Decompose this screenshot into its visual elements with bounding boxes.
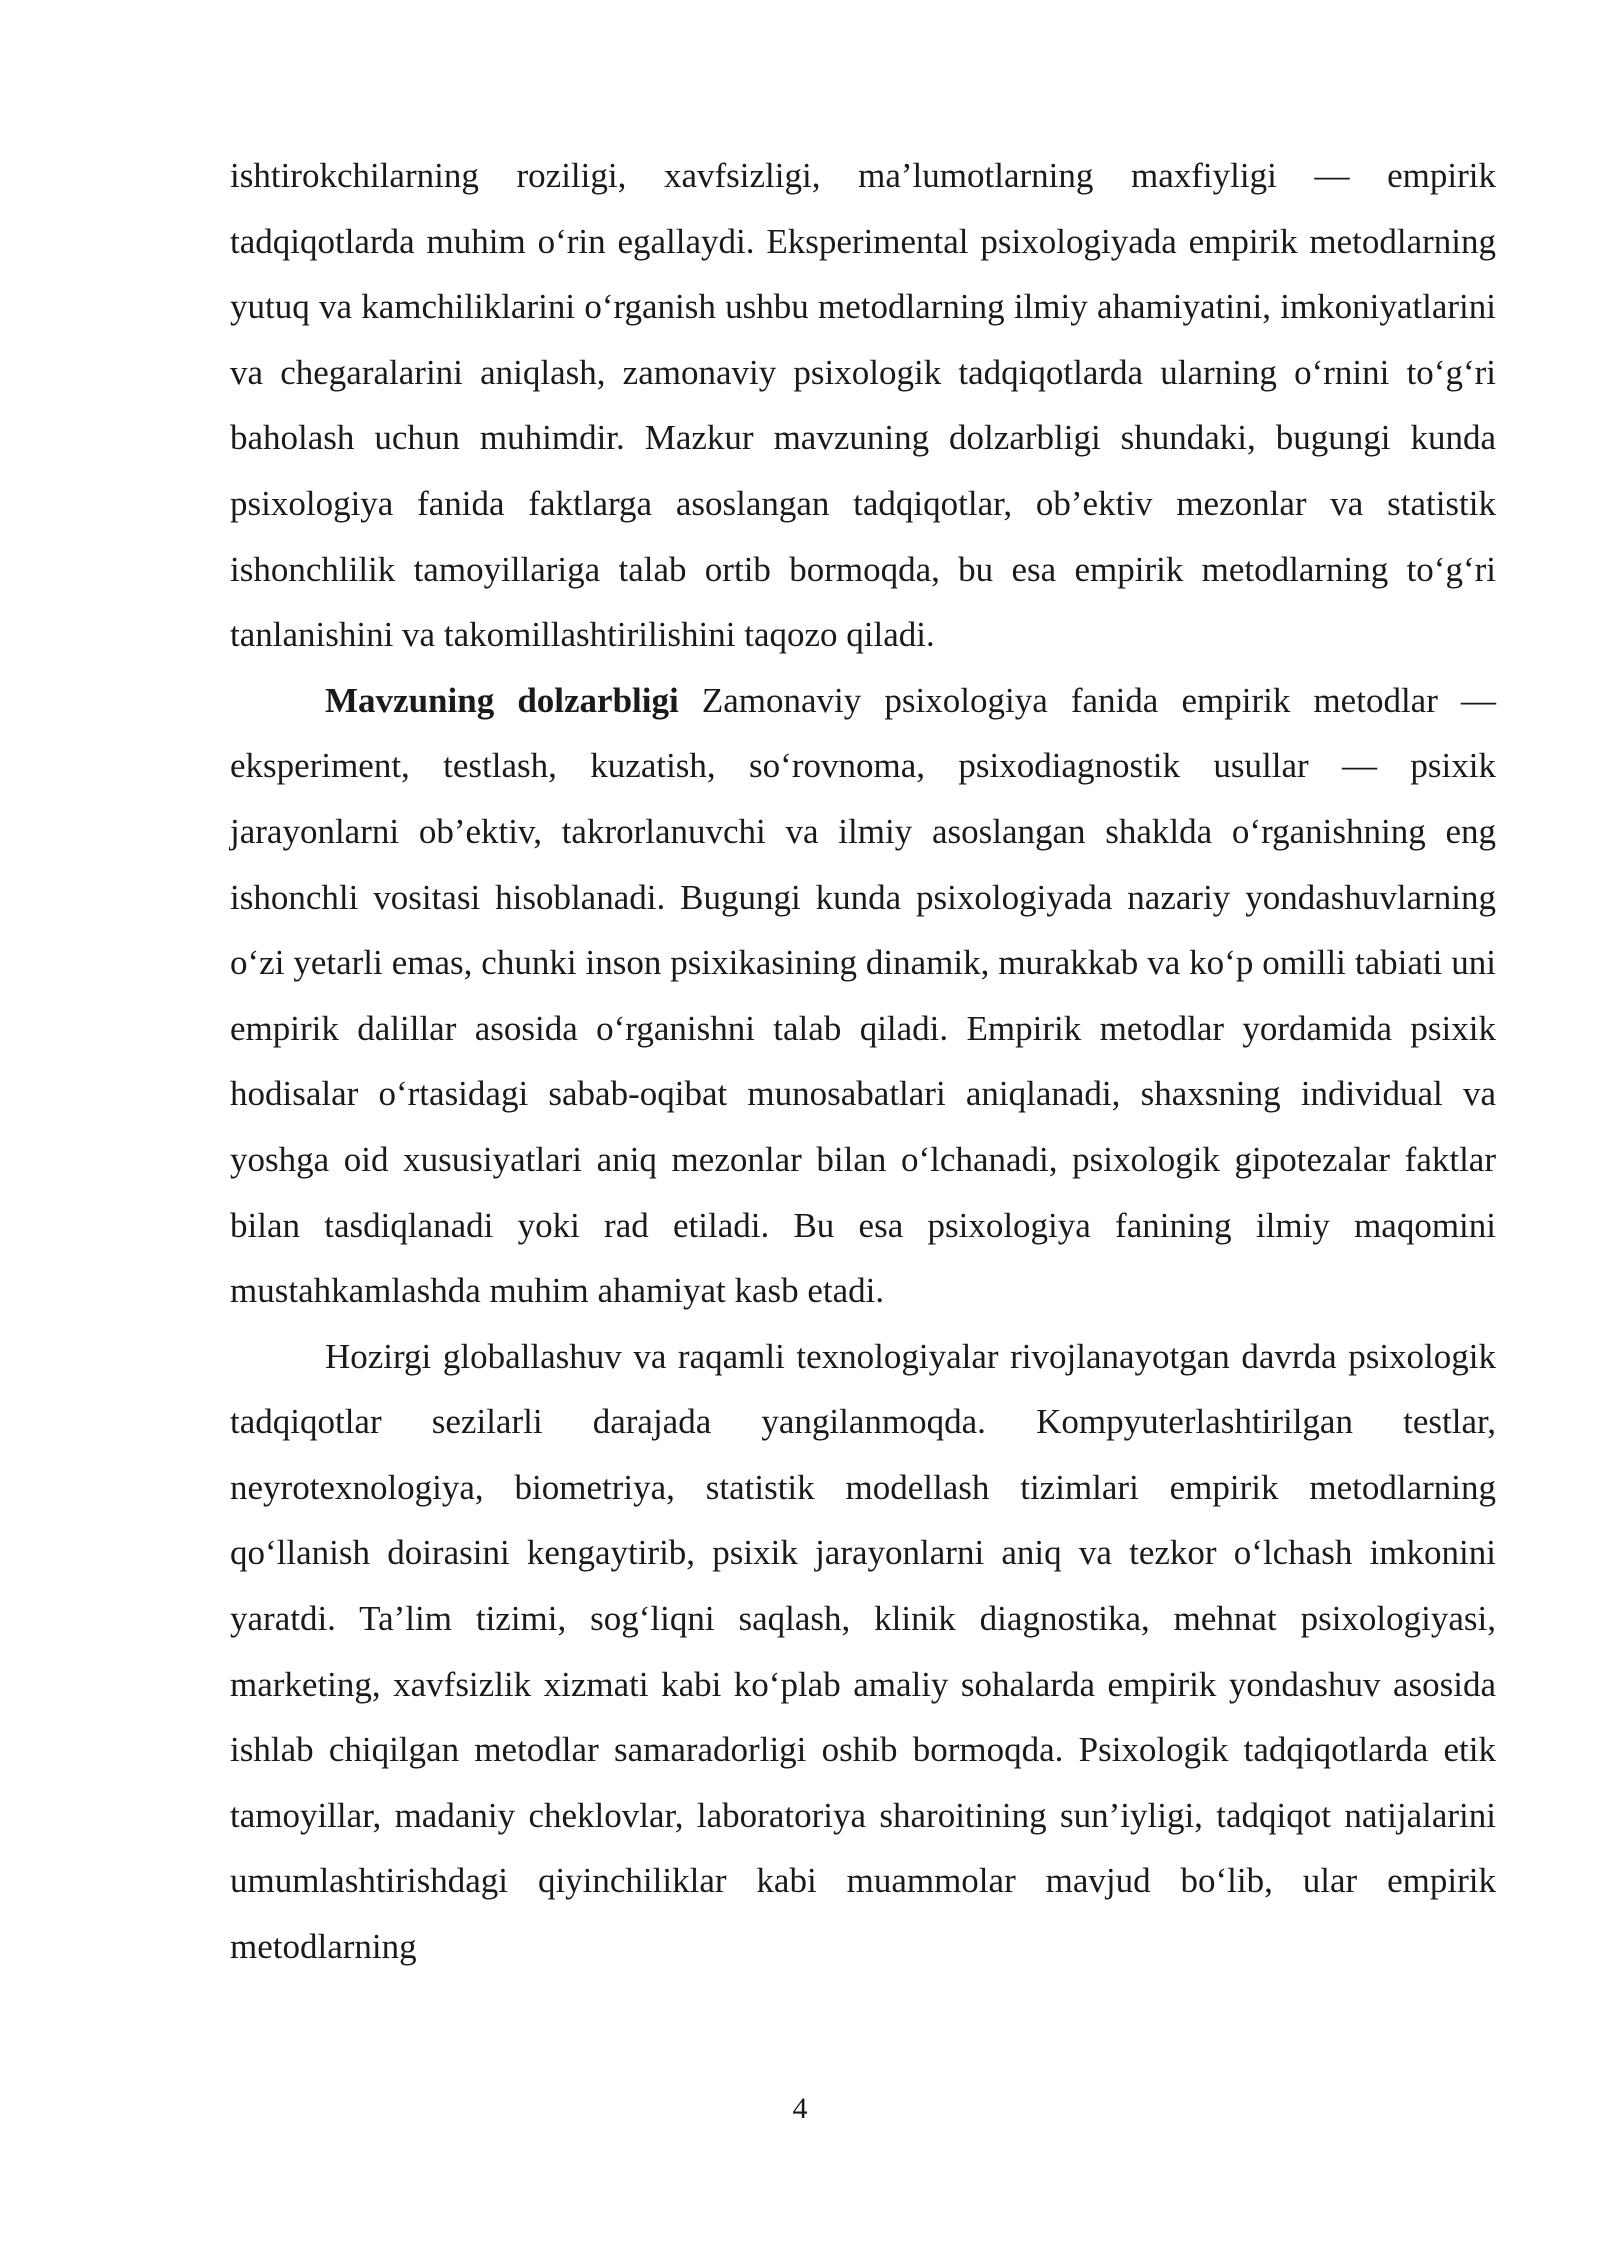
paragraph-2-text: Zamonaviy psixologiya fanida empirik metodlar — eksperiment, testlash, kuzatish, so‘rovnoma, psixodiagnostik usullar — psixik jarayonlarni ob’ektiv, takrorlanuvchi va ilmiy asoslangan shaklda o‘rganishning eng ishonchli vositasi hisoblanadi. Bugungi kunda psixologiyada nazariy yondashuvlarning o‘zi yetarli emas, chunki inson psixikasining dinamik, murakkab va ko‘p omilli tabiati uni empirik dalillar asosida o‘rganishni talab qiladi. Empirik metodlar yordamida psixik hodisalar o‘rtasidagi sabab-oqibat munosabatlari aniqlanadi, shaxsning individual va yoshga oid xususiyatlari aniq mezonlar bilan o‘lchanadi, psixologik gipotezalar faktlar bilan tasdiqlanadi yoki rad etiladi. Bu esa psixologiya fanining ilmiy maqomini mustahkamlashda muhim ahamiyat kasb etadi. [230,680,1496,1311]
paragraph-3-text: Hozirgi globallashuv va raqamli texnologiyalar rivojlanayotgan davrda psixologik tadqiqotlar sezilarli darajada yangilanmoqda. Kompyuterlashtirilgan testlar, neyrotexnologiya, biometriya, statistik modellash tizimlari empirik metodlarning qo‘llanish doirasini kengaytirib, psixik jarayonlarni aniq va tezkor o‘lchash imkonini yaratdi. Ta’lim tizimi, sog‘liqni saqlash, klinik diagnostika, mehnat psixologiyasi, marketing, xavfsizlik xizmati kabi ko‘plab amaliy sohalarda empirik yondashuv asosida ishlab chiqilgan metodlar samaradorligi oshib bormoqda. Psixologik tadqiqotlarda etik tamoyillar, madaniy cheklovlar, laboratoriya sharoitining sun’iyligi, tadqiqot natijalarini umumlashtirishdagi qiyinchiliklar kabi muammolar mavjud bo‘lib, ular empirik metodlarning [230,1336,1496,1967]
paragraph-2 [230,668,1496,1324]
page-number: 4 [792,2092,808,2125]
document-body [230,143,1496,1980]
paragraph-1-text: ishtirokchilarning roziligi, xavfsizligi, ma’lumotlarning maxfiyligi — empirik tadqiqotlarda muhim o‘rin egallaydi. Eksperimental psixologiyada empirik metodlarning yutuq va kamchiliklarini o‘rganish ushbu metodlarning ilmiy ahamiyatini, imkoniyatlarini va chegaralarini aniqlash, zamonaviy psixologik tadqiqotlarda ularning o‘rnini to‘g‘ri baholash uchun muhimdir. Mazkur mavzuning dolzarbligi shundaki, bugungi kunda psixologiya fanida faktlarga asoslangan tadqiqotlar, ob’ektiv mezonlar va statistik ishonchlilik tamoyillariga talab ortib bormoqda, bu esa empirik metodlarning to‘g‘ri tanlanishini va takomillashtirilishini taqozo qiladi. [230,156,1496,655]
paragraph-1 [230,143,1496,668]
paragraph-3 [230,1324,1496,1980]
paragraph-2-heading: Mavzuning dolzarbligi [325,680,679,720]
